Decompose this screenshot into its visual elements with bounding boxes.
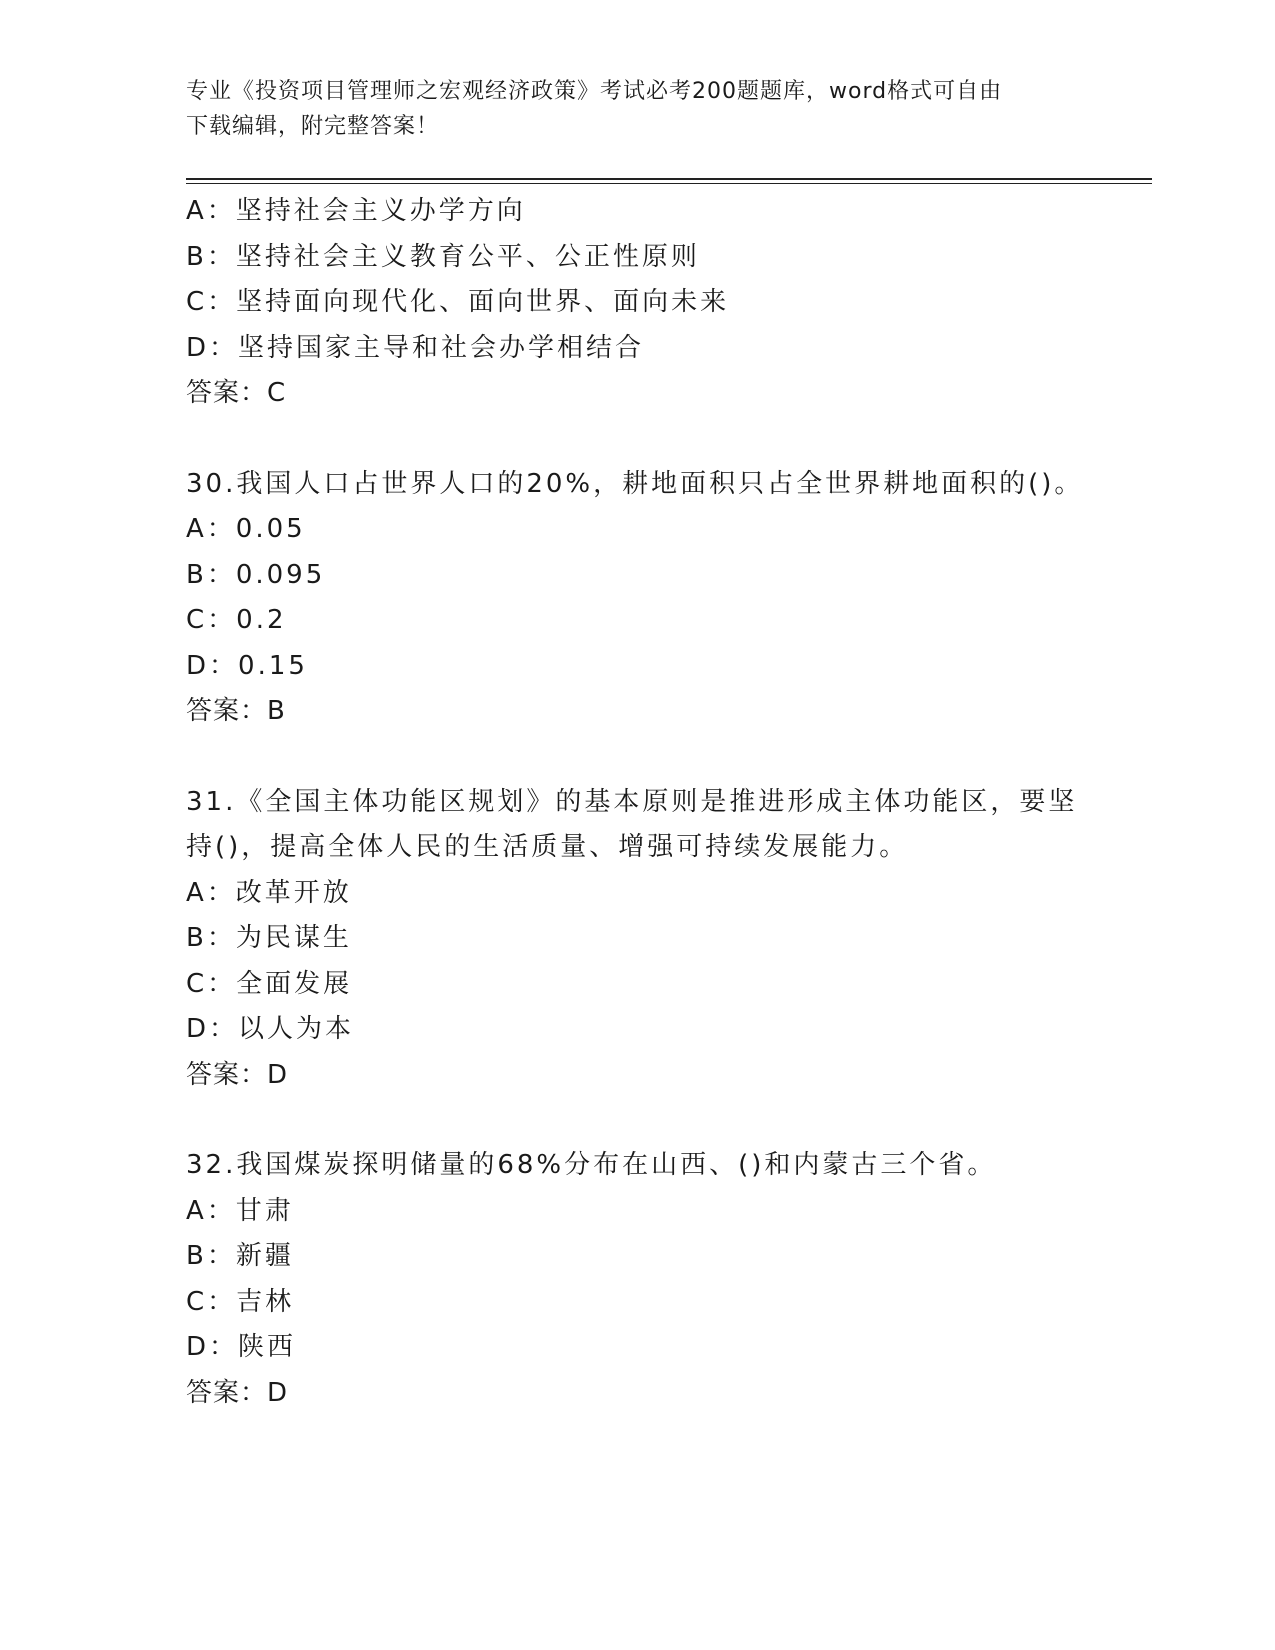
option-c: C：吉林	[186, 1286, 295, 1317]
question-30	[186, 462, 1106, 735]
answer-line: 答案：C	[186, 378, 287, 408]
header-line-2: 下载编辑，附完整答案！	[186, 114, 440, 139]
option-c: C：全面发展	[186, 968, 353, 999]
question-stem: 30.我国人口占世界人口的20%，耕地面积只占全世界耕地面积的()。	[186, 468, 1084, 499]
option-a: A：0.05	[186, 514, 306, 544]
question-stem-line-1: 31.《全国主体功能区规划》的基本原则是推进形成主体功能区，要坚	[186, 786, 1078, 817]
header-divider-thin	[186, 183, 1152, 184]
option-b: B：为民谋生	[186, 923, 352, 953]
option-a: A：坚持社会主义办学方向	[186, 196, 526, 226]
answer-line: 答案：D	[186, 1377, 289, 1408]
question-29	[186, 189, 1106, 417]
option-c: C：0.2	[186, 605, 287, 635]
option-d: D：坚持国家主导和社会办学相结合	[186, 332, 645, 363]
answer-line: 答案：B	[186, 696, 286, 726]
question-stem: 32.我国煤炭探明储量的68%分布在山西、()和内蒙古三个省。	[186, 1150, 997, 1180]
option-d: D：以人为本	[186, 1014, 355, 1044]
header-divider-thick	[186, 178, 1152, 180]
question-list	[186, 189, 1106, 1416]
option-b: B：新疆	[186, 1241, 294, 1271]
option-d: D：0.15	[186, 650, 308, 681]
document-header	[186, 74, 1066, 144]
option-d: D：陕西	[186, 1332, 297, 1362]
question-stem-line-2: 持()，提高全体人民的生活质量、增强可持续发展能力。	[186, 832, 909, 862]
option-a: A：甘肃	[186, 1195, 294, 1226]
option-c: C：坚持面向现代化、面向世界、面向未来	[186, 287, 730, 317]
option-b: B：坚持社会主义教育公平、公正性原则	[186, 241, 700, 272]
header-line-1: 专业《投资项目管理师之宏观经济政策》考试必考200题题库，word格式可自由	[186, 79, 1003, 104]
option-b: B：0.095	[186, 559, 326, 590]
question-31	[186, 780, 1106, 1099]
question-32	[186, 1143, 1106, 1416]
option-a: A：改革开放	[186, 877, 352, 908]
answer-line: 答案：D	[186, 1059, 289, 1090]
